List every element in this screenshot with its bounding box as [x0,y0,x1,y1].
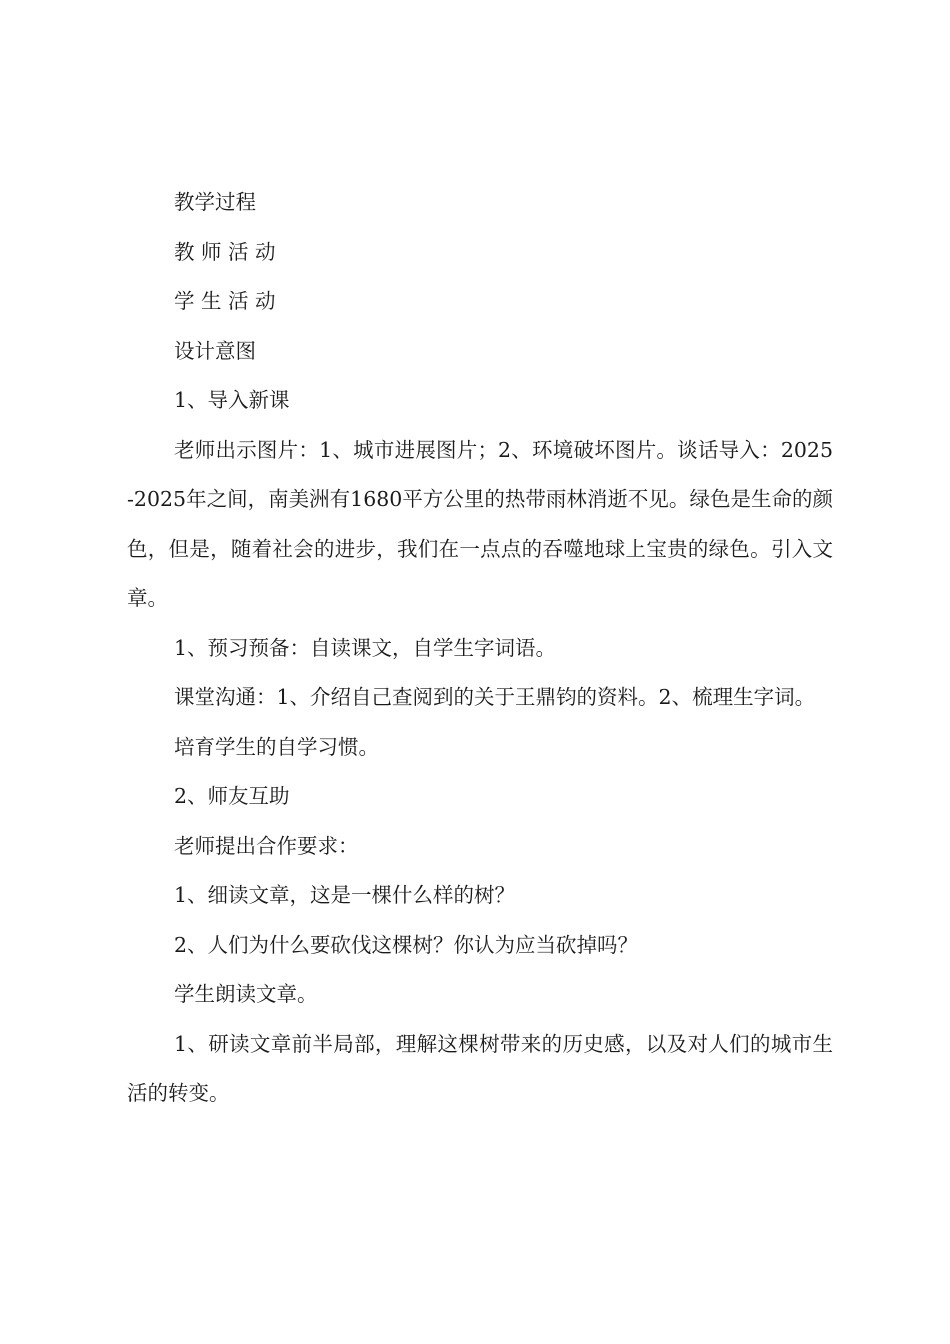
column-heading-teacher-activity: 教 师 活 动 [174,239,276,264]
paragraph-study-first-half: 1、研读文章前半局部，理解这棵树带来的历史感，以及对人们的城市生活的转变。 [127,1031,833,1105]
step-heading-mutual-help: 2、师友互助 [174,784,290,808]
paragraph-student-reading: 学生朗读文章。 [174,982,318,1006]
document-page [127,178,833,1119]
column-heading-design-intent: 设计意图 [174,338,256,363]
paragraph-introduction-text: 老师出示图片：1、城市进展图片；2、环境破坏图片。谈话导入：2025-2025年之间，南美洲有1680平方公里的热带雨林消逝不见。绿色是生命的颜色，但是，随着社会的进步，我们在一点点的吞噬地球上宝贵的绿色。引入文章。 [127,437,833,610]
section-heading-teaching-process: 教学过程 [174,190,256,214]
paragraph-self-study-habit: 培育学生的自学习惯。 [174,734,379,759]
paragraph-class-communication: 课堂沟通：1、介绍自己查阅到的关于王鼎钧的资料。2、梳理生字词。 [174,685,816,709]
list-item-question-2: 2、人们为什么要砍伐这棵树？你认为应当砍掉吗？ [174,932,639,957]
column-heading-student-activity: 学 生 活 动 [174,289,276,313]
list-item-question-1: 1、细读文章，这是一棵什么样的树？ [174,883,516,907]
step-heading-introduction: 1、导入新课 [174,388,290,412]
paragraph-preview: 1、预习预备：自读课文，自学生字词语。 [174,635,557,660]
paragraph-cooperation-requirements: 老师提出合作要求： [174,833,359,858]
